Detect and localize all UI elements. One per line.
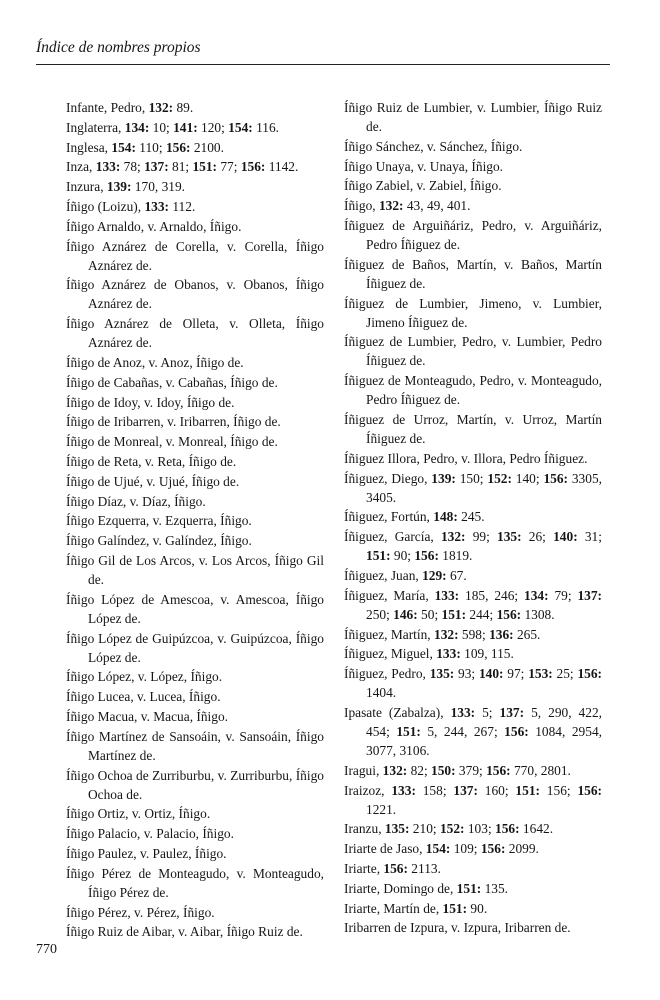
index-entry: Íñigo Pérez, v. Pérez, Íñigo. xyxy=(66,904,215,920)
index-entry: Íñigo Galíndez, v. Galíndez, Íñigo. xyxy=(66,533,252,549)
index-entry: Íñigo Macua, v. Macua, Íñigo. xyxy=(66,708,229,724)
index-entry: Íñiguez, Pedro, 135: 93; 140: 97; 153: 25; 156: 1404. xyxy=(344,666,602,701)
index-entry: Íñigo de Cabañas, v. Cabañas, Íñigo de. xyxy=(66,374,278,390)
index-entry: Íñiguez de Lumbier, Jimeno, v. Lumbier, Jimeno Íñiguez de. xyxy=(344,295,602,330)
index-entry: Íñigo Aznárez de Corella, v. Corella, Íñigo Aznárez de. xyxy=(66,238,324,273)
index-entry: Íñigo Ezquerra, v. Ezquerra, Íñigo. xyxy=(66,513,252,529)
page-number: 770 xyxy=(36,942,57,957)
index-entry: Íñigo Ruiz de Aibar, v. Aibar, Íñigo Ruiz de. xyxy=(66,924,303,940)
index-entry: Íñigo Sánchez, v. Sánchez, Íñigo. xyxy=(344,138,523,154)
index-entry: Iranzu, 135: 210; 152: 103; 156: 1642. xyxy=(344,821,554,837)
index-entry: Íñigo Martínez de Sansoáin, v. Sansoáin, Íñigo Martínez de. xyxy=(66,728,324,763)
index-entry: Iraizoz, 133: 158; 137: 160; 151: 156; 156: 1221. xyxy=(344,782,602,817)
index-entry: Íñigo de Monreal, v. Monreal, Íñigo de. xyxy=(66,434,278,450)
index-entry: Íñiguez, María, 133: 185, 246; 134: 79; 137: 250; 146: 50; 151: 244; 156: 1308. xyxy=(344,587,602,622)
index-entry: Íñigo de Anoz, v. Anoz, Íñigo de. xyxy=(66,354,244,370)
header-rule xyxy=(36,64,610,65)
index-entry: Íñigo Pérez de Monteagudo, v. Monteagudo, Íñigo Pérez de. xyxy=(66,865,324,900)
index-entry: Íñiguez de Arguiñáriz, Pedro, v. Arguiñáriz, Pedro Íñiguez de. xyxy=(344,217,602,252)
index-entry: Íñigo Palacio, v. Palacio, Íñigo. xyxy=(66,826,234,842)
index-entry: Íñigo Aznárez de Olleta, v. Olleta, Íñigo Aznárez de. xyxy=(66,316,324,351)
index-entry: Íñiguez, Miguel, 133: 109, 115. xyxy=(344,646,514,662)
index-entry: Íñigo de Reta, v. Reta, Íñigo de. xyxy=(66,453,237,469)
index-entry: Íñiguez, Martín, 132: 598; 136: 265. xyxy=(344,626,541,642)
index-entry: Íñigo de Ujué, v. Ujué, Íñigo de. xyxy=(66,473,240,489)
index-entry: Íñiguez de Baños, Martín, v. Baños, Martín Íñiguez de. xyxy=(344,256,602,291)
index-entry: Íñigo Díaz, v. Díaz, Íñigo. xyxy=(66,493,206,509)
index-entry: Íñigo Gil de Los Arcos, v. Los Arcos, Íñigo Gil de. xyxy=(66,552,324,587)
index-entry: Inglesa, 154: 110; 156: 2100. xyxy=(66,139,224,155)
index-entry: Íñiguez, Fortún, 148: 245. xyxy=(344,509,485,525)
index-entry: Íñigo Ortiz, v. Ortiz, Íñigo. xyxy=(66,806,211,822)
index-entry: Iriarte, 156: 2113. xyxy=(344,860,441,876)
index-entry: Inzura, 139: 170, 319. xyxy=(66,179,186,195)
index-entry: Íñigo Paulez, v. Paulez, Íñigo. xyxy=(66,845,227,861)
index-entry: Íñigo de Idoy, v. Idoy, Íñigo de. xyxy=(66,394,235,410)
index-entry: Íñigo Zabiel, v. Zabiel, Íñigo. xyxy=(344,178,502,194)
index-entry: Íñigo López de Guipúzcoa, v. Guipúzcoa, Íñigo López de. xyxy=(66,630,324,665)
index-entry: Iriarte, Martín de, 151: 90. xyxy=(344,900,488,916)
index-entry: Íñiguez Illora, Pedro, v. Illora, Pedro Íñiguez. xyxy=(344,450,588,466)
index-entry: Íñigo Ruiz de Lumbier, v. Lumbier, Íñigo Ruiz de. xyxy=(344,100,602,134)
index-entry: Ipasate (Zabalza), 133: 5; 137: 5, 290, 422, 454; 151: 5, 244, 267; 156: 1084, 2954, 3077, 3106. xyxy=(344,704,602,758)
index-entry: Inglaterra, 134: 10; 141: 120; 154: 116. xyxy=(66,119,280,135)
index-entry: Íñiguez, García, 132: 99; 135: 26; 140: 31; 151: 90; 156: 1819. xyxy=(344,529,602,564)
index-column-right xyxy=(344,98,602,938)
index-entry: Íñigo Lucea, v. Lucea, Íñigo. xyxy=(66,689,221,705)
index-entry: Íñigo Aznárez de Obanos, v. Obanos, Íñigo Aznárez de. xyxy=(66,277,324,312)
index-entry: Iriarte de Jaso, 154: 109; 156: 2099. xyxy=(344,841,539,857)
index-entry: Íñigo López, v. López, Íñigo. xyxy=(66,669,223,685)
index-entry: Íñigo López de Amescoa, v. Amescoa, Íñigo López de. xyxy=(66,591,324,626)
index-entry: Íñiguez, Diego, 139: 150; 152: 140; 156: 3305, 3405. xyxy=(344,470,602,505)
index-entry: Infante, Pedro, 132: 89. xyxy=(66,100,194,115)
index-entry: Íñigo de Iribarren, v. Iribarren, Íñigo de. xyxy=(66,414,281,430)
index-entry: Íñigo Arnaldo, v. Arnaldo, Íñigo. xyxy=(66,218,242,234)
index-entry: Íñigo Unaya, v. Unaya, Íñigo. xyxy=(344,158,504,174)
index-entry: Íñiguez de Lumbier, Pedro, v. Lumbier, Pedro Íñiguez de. xyxy=(344,334,602,369)
running-header: Índice de nombres propios xyxy=(36,39,201,56)
index-entry: Íñiguez de Monteagudo, Pedro, v. Monteagudo, Pedro Íñiguez de. xyxy=(344,373,602,408)
index-entry: Iriarte, Domingo de, 151: 135. xyxy=(344,880,508,896)
index-column-left xyxy=(66,98,324,942)
index-entry: Íñigo Ochoa de Zurriburbu, v. Zurriburbu, Íñigo Ochoa de. xyxy=(66,767,324,802)
index-entry: Iragui, 132: 82; 150: 379; 156: 770, 2801. xyxy=(344,762,571,778)
index-entry: Íñiguez, Juan, 129: 67. xyxy=(344,567,467,583)
index-entry: Inza, 133: 78; 137: 81; 151: 77; 156: 1142. xyxy=(66,159,299,175)
index-entry: Iribarren de Izpura, v. Izpura, Iribarren de. xyxy=(344,920,571,936)
index-entry: Íñigo (Loizu), 133: 112. xyxy=(66,198,196,214)
index-entry: Íñiguez de Urroz, Martín, v. Urroz, Martín Íñiguez de. xyxy=(344,411,602,446)
index-entry: Íñigo, 132: 43, 49, 401. xyxy=(344,198,471,214)
